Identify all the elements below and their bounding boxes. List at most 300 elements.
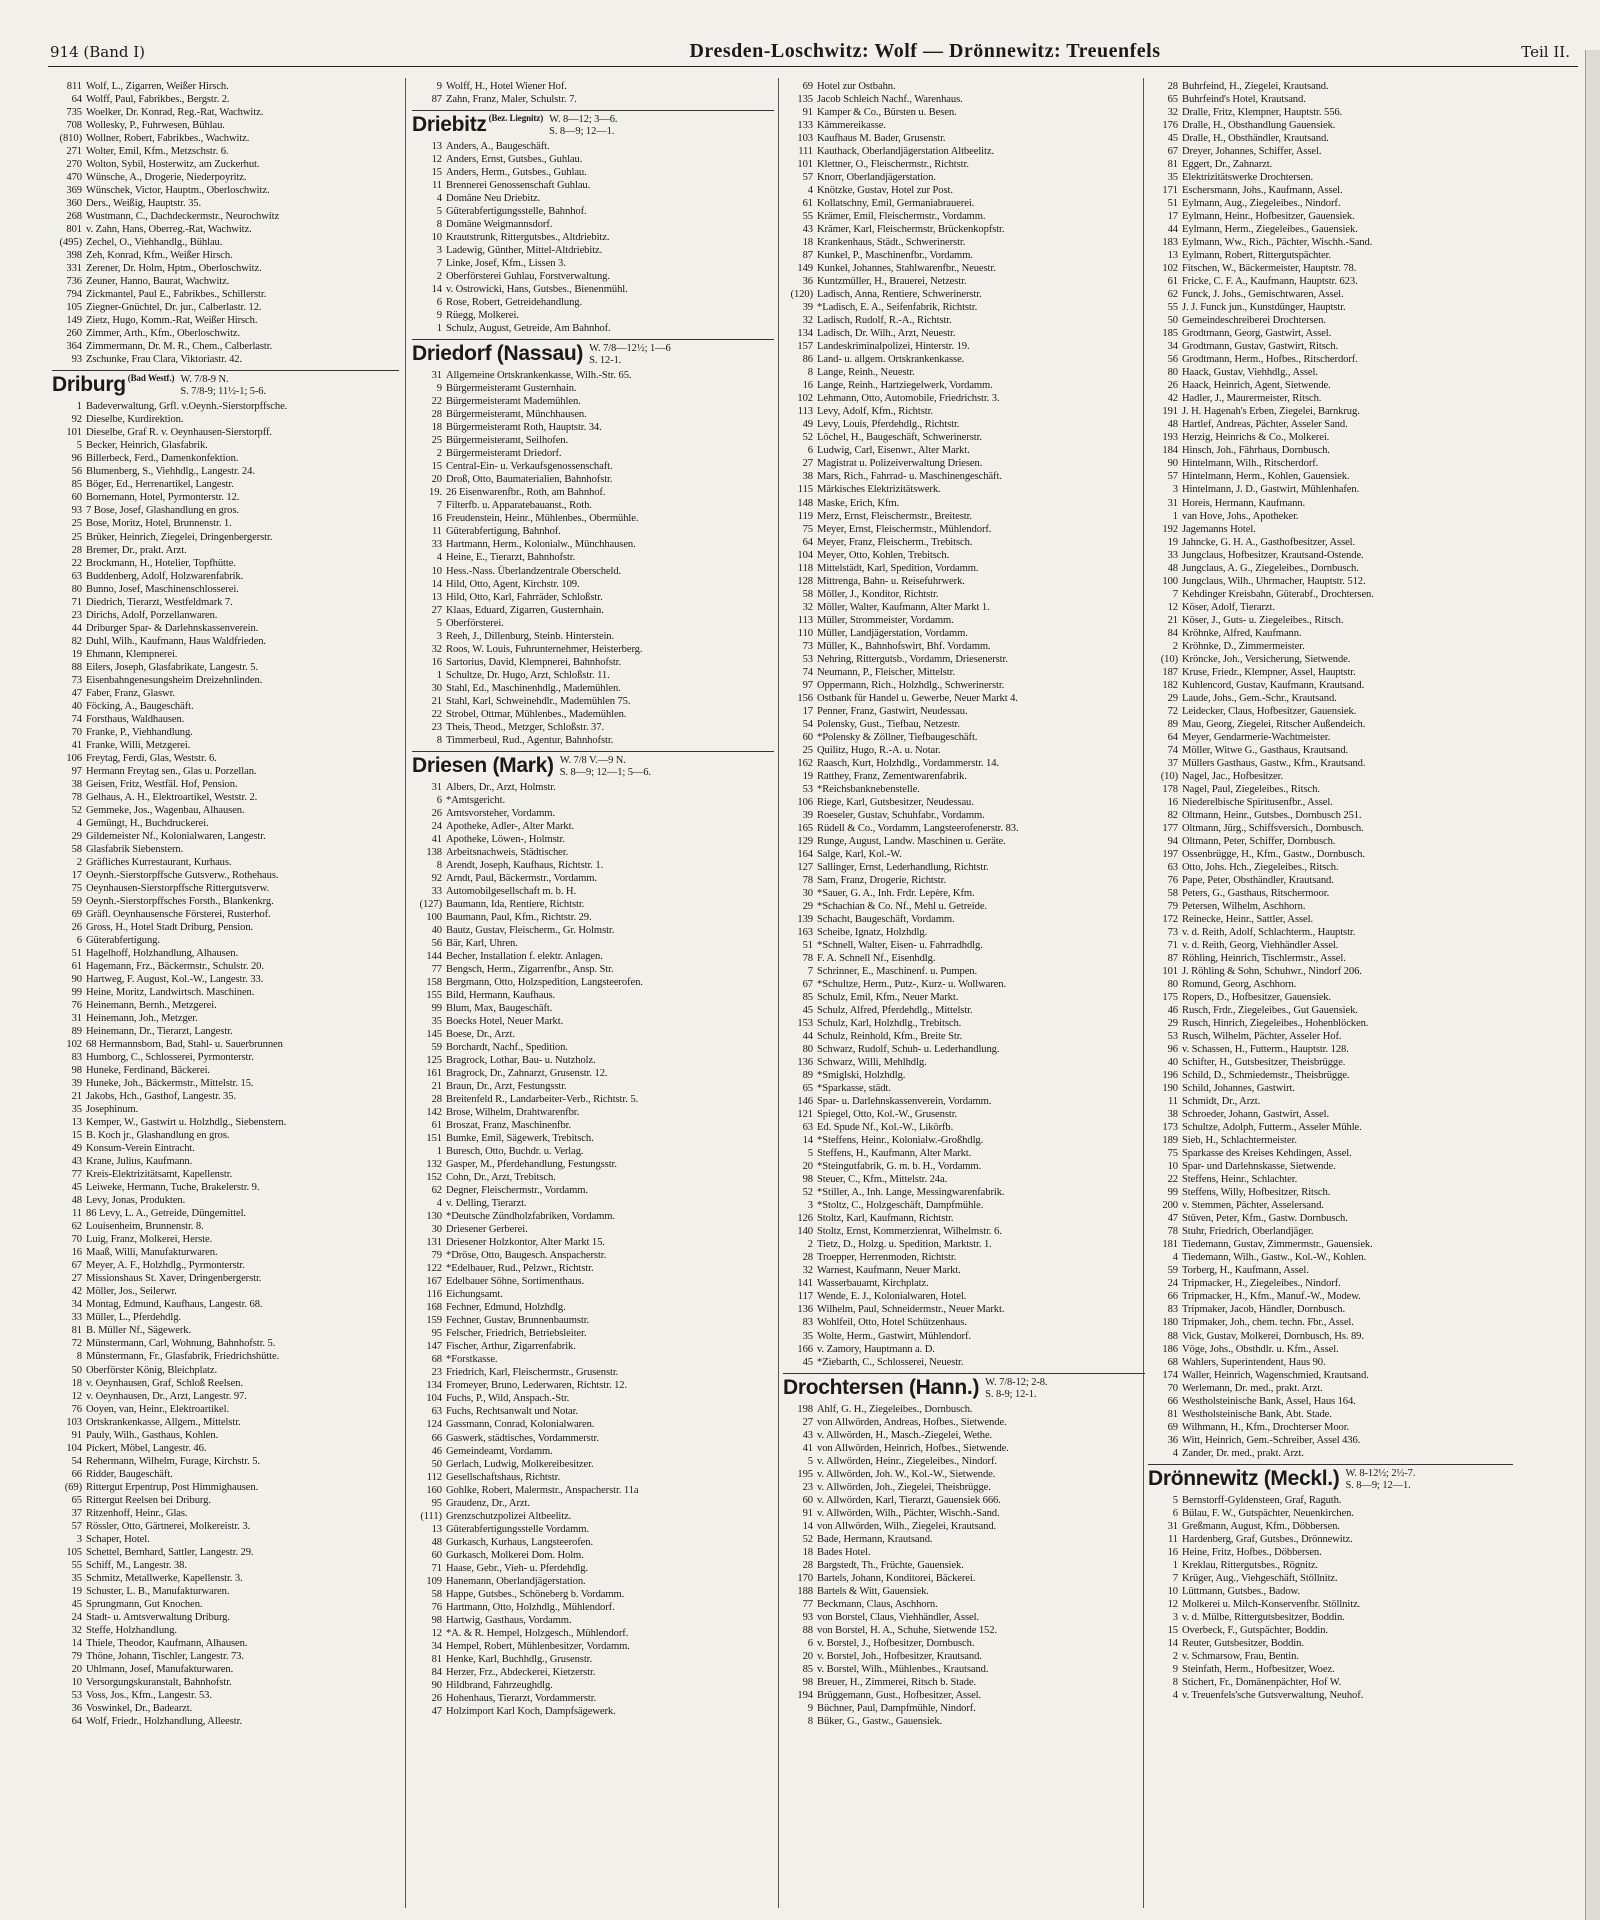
phone-number: 109 — [426, 1575, 442, 1587]
subscriber-text: Becher, Installation f. elektr. Anlagen. — [446, 950, 603, 962]
phone-number: 26 — [431, 807, 442, 819]
subscriber-text: Eisenbahngenesungsheim Dreizehnlinden. — [86, 674, 263, 686]
phone-number: 27 — [802, 1416, 813, 1428]
subscriber-text: Stahl, Karl, Schweinehdlr., Mademühlen 75. — [446, 695, 631, 707]
directory-entry — [1148, 991, 1513, 1004]
subscriber-text: Driesener Gerberei. — [446, 1224, 528, 1236]
phone-number: 10 — [1167, 1161, 1178, 1173]
subscriber-text: v. Schmarsow, Frau, Bentin. — [1182, 1650, 1299, 1662]
directory-entry — [783, 223, 1145, 236]
phone-number: 3 — [436, 245, 442, 257]
subscriber-text: *Stiller, A., Inh. Lange, Messingwarenfabrik. — [817, 1187, 1005, 1199]
subscriber-text: Stuhr, Friedrich, Oberlandjäger. — [1182, 1226, 1314, 1238]
subscriber-text: Zickmantel, Paul E., Fabrikbes., Schillerstr. — [86, 289, 267, 301]
phone-number: 7 — [436, 500, 442, 512]
directory-entry — [783, 457, 1145, 470]
subscriber-text: Hintelmann, Wilh., Ritscherdorf. — [1182, 458, 1319, 470]
subscriber-text: Bengsch, Herm., Zigarrenfbr., Ansp. Str. — [446, 963, 614, 975]
directory-entry — [52, 1233, 399, 1246]
directory-entry — [412, 721, 774, 734]
subscriber-text: Wolton, Sybil, Hosterwitz, am Zuckerhut. — [86, 159, 260, 171]
phone-number: 11 — [1167, 1533, 1178, 1545]
phone-number: 98 — [802, 1174, 813, 1186]
phone-number: 20 — [802, 1161, 813, 1173]
directory-entry — [412, 1353, 774, 1366]
service-hours: W. 7/8—12½; 1—6 S. 12-1. — [589, 343, 671, 367]
phone-number: 163 — [797, 927, 813, 939]
directory-entry — [783, 1715, 1145, 1728]
subscriber-text: Maske, Erich, Kfm. — [817, 497, 900, 509]
directory-entry — [52, 1468, 399, 1481]
phone-number: 101 — [797, 159, 813, 171]
phone-number: 52 — [802, 432, 813, 444]
subscriber-text: Bumke, Emil, Sägewerk, Trebitsch. — [446, 1133, 594, 1145]
directory-entry — [412, 976, 774, 989]
phone-number: 32 — [431, 643, 442, 655]
directory-entry — [52, 674, 399, 687]
subscriber-text: Gemmeke, Jos., Wagenbau, Alhausen. — [86, 804, 245, 816]
subscriber-text: Dralle, Fritz, Klempner, Hauptstr. 556. — [1182, 107, 1343, 119]
phone-number: 83 — [1167, 1304, 1178, 1316]
directory-entry — [412, 486, 774, 499]
subscriber-text: v. Schassen, H., Futterm., Hauptstr. 128. — [1182, 1044, 1349, 1056]
phone-number: 16 — [71, 1247, 82, 1259]
phone-number: 104 — [797, 549, 813, 561]
phone-number: 36 — [1167, 1434, 1178, 1446]
phone-number: 55 — [1167, 302, 1178, 314]
directory-entry — [1148, 327, 1513, 340]
subscriber-text: Gemeindeschreiberei Drochtersen. — [1182, 315, 1326, 327]
subscriber-text: Nagel, Paul, Ziegeleibes., Ritsch. — [1182, 783, 1320, 795]
subscriber-text: v. Zamory, Hauptmann a. D. — [817, 1343, 935, 1355]
subscriber-text: Oltmann, Heinr., Gutsbes., Dornbusch 251. — [1182, 809, 1362, 821]
phone-number: 12 — [1167, 601, 1178, 613]
directory-entry — [1148, 418, 1513, 431]
directory-entry — [783, 1290, 1145, 1303]
directory-entry — [783, 249, 1145, 262]
directory-entry — [412, 781, 774, 794]
directory-entry — [52, 80, 399, 93]
directory-entry — [412, 1158, 774, 1171]
phone-number: 98 — [802, 1676, 813, 1688]
directory-entry — [52, 1403, 399, 1416]
subscriber-text: Wolte, Herm., Gastwirt, Mühlendorf. — [817, 1330, 971, 1342]
subscriber-text: Leiweke, Hermann, Tuche, Brakelerstr. 9. — [86, 1182, 260, 1194]
subscriber-text: Edelbauer Söhne, Sortimenthaus. — [446, 1276, 585, 1288]
subscriber-text: Woelker, Dr. Konrad, Reg.-Rat, Wachwitz. — [86, 107, 264, 119]
subscriber-text: J. Röhling & Sohn, Schuhwr., Nindorf 206. — [1182, 966, 1362, 978]
directory-entry — [52, 439, 399, 452]
directory-entry — [52, 544, 399, 557]
phone-number: 180 — [1162, 1317, 1178, 1329]
directory-entry — [52, 353, 399, 366]
subscriber-text: Brennerei Genossenschaft Guhlau. — [446, 180, 591, 192]
directory-entry — [1148, 288, 1513, 301]
subscriber-text: Otto, Johs. Hch., Ziegeleibes., Ritsch. — [1182, 861, 1339, 873]
phone-number: 21 — [71, 1091, 82, 1103]
directory-entry — [52, 713, 399, 726]
phone-number: 28 — [1167, 81, 1178, 92]
subscriber-text: Romund, Georg, Aschhorn. — [1182, 979, 1297, 991]
directory-entry — [412, 1119, 774, 1132]
subscriber-text: Heine, E., Tierarzt, Bahnhofstr. — [446, 552, 576, 564]
subscriber-text: *A. & R. Hempel, Holzgesch., Mühlendorf. — [446, 1627, 629, 1639]
phone-number: 129 — [797, 835, 813, 847]
subscriber-text: Steffens, Heinr., Schlachter. — [1182, 1174, 1298, 1186]
phone-number: 90 — [1167, 458, 1178, 470]
subscriber-text: Voswinkel, Dr., Badearzt. — [86, 1702, 193, 1714]
phone-number: 60 — [71, 492, 82, 504]
directory-entry — [783, 1004, 1145, 1017]
subscriber-text: Güterabfertigungsstelle Vordamm. — [446, 1523, 589, 1535]
subscriber-text: Steinfath, Herm., Hofbesitzer, Woez. — [1182, 1663, 1335, 1675]
subscriber-text: Maaß, Willi, Manufakturwaren. — [86, 1247, 218, 1259]
directory-entry — [52, 1246, 399, 1259]
subscriber-text: Mars, Rich., Fahrrad- u. Maschinengeschäft. — [817, 471, 1002, 483]
directory-entry — [783, 991, 1145, 1004]
subscriber-text: Baumann, Ida, Rentiere, Richtstr. — [446, 898, 585, 910]
page-number: 914 (Band I) — [50, 43, 146, 61]
directory-entry — [1148, 392, 1513, 405]
directory-entry — [52, 856, 399, 869]
directory-entry — [52, 752, 399, 765]
directory-entry — [52, 1051, 399, 1064]
directory-entry — [412, 153, 774, 166]
phone-number: 191 — [1162, 406, 1178, 418]
directory-entry — [783, 1082, 1145, 1095]
directory-entry — [783, 692, 1145, 705]
subscriber-text: Blum, Max, Baugeschäft. — [446, 1002, 553, 1014]
subscriber-text: v. Stemmen, Pächter, Asselersand. — [1182, 1200, 1324, 1212]
phone-number: 65 — [802, 1083, 813, 1095]
directory-entry — [52, 947, 399, 960]
subscriber-text: Rusch, Wilhelm, Pächter, Asseler Hof. — [1182, 1031, 1342, 1043]
phone-number: 61 — [802, 198, 813, 210]
phone-number: 8 — [436, 734, 442, 746]
directory-entry — [783, 1455, 1145, 1468]
phone-number: 5 — [807, 1148, 813, 1160]
directory-entry — [52, 739, 399, 752]
phone-number: 12 — [1167, 1598, 1178, 1610]
phone-number: 92 — [431, 872, 442, 884]
directory-entry — [783, 809, 1145, 822]
subscriber-text: Bremer, Dr., prakt. Arzt. — [86, 544, 187, 556]
phone-number: 6 — [807, 1637, 813, 1649]
directory-entry — [52, 262, 399, 275]
phone-number: 118 — [797, 562, 813, 574]
directory-entry — [783, 197, 1145, 210]
subscriber-text: Diedrich, Tierarzt, Westfeldmark 7. — [86, 596, 233, 608]
phone-number: 170 — [797, 1572, 813, 1584]
directory-entry — [783, 1481, 1145, 1494]
phone-number: 14 — [802, 1520, 813, 1532]
subscriber-text: Mittrenga, Bahn- u. Reisefuhrwerk. — [817, 575, 965, 587]
subscriber-text: Gohlke, Robert, Malermstr., Anspacherstr. 11a — [446, 1484, 639, 1496]
phone-number: 159 — [426, 1315, 442, 1327]
part-label: Teil II. — [1521, 43, 1570, 61]
directory-entry — [1148, 822, 1513, 835]
subscriber-text: Kruse, Friedr., Klempner, Assel, Hauptstr. — [1182, 666, 1356, 678]
place-heading — [52, 370, 399, 398]
phone-number: 103 — [797, 133, 813, 145]
phone-number: 122 — [426, 1263, 442, 1275]
phone-number: 708 — [66, 120, 82, 132]
subscriber-text: Lehmann, Otto, Automobile, Friedrichstr. 3. — [817, 393, 1000, 405]
directory-entry — [1148, 1225, 1513, 1238]
subscriber-text: Schultze, Adolph, Futterm., Asseler Mühle. — [1182, 1122, 1362, 1134]
phone-number: 89 — [802, 1070, 813, 1082]
phone-number: 98 — [431, 1614, 442, 1626]
directory-entry — [52, 1689, 399, 1702]
subscriber-text: Klettner, O., Fleischermstr., Richtstr. — [817, 159, 969, 171]
subscriber-text: Peters, G., Gasthaus, Ritschermoor. — [1182, 887, 1330, 899]
phone-number: 27 — [431, 604, 442, 616]
directory-entry — [52, 1598, 399, 1611]
phone-number: 47 — [1167, 1213, 1178, 1225]
phone-number: 51 — [1167, 198, 1178, 210]
phone-number: 81 — [1167, 1408, 1178, 1420]
directory-entry — [52, 1377, 399, 1390]
subscriber-text: von Allwörden, Andreas, Hofbes., Sietwende. — [817, 1416, 1007, 1428]
phone-number: 91 — [71, 1429, 82, 1441]
subscriber-text: Rittergut Reelsen bei Driburg. — [86, 1494, 211, 1506]
phone-number: 4 — [1172, 1252, 1178, 1264]
subscriber-text: Domäne Weigmannsdorf. — [446, 219, 553, 231]
subscriber-text: 68 Hermannsborn, Bad, Stahl- u. Sauerbrunnen — [86, 1039, 283, 1051]
subscriber-text: Bürgermeisteramt Roth, Hauptstr. 34. — [446, 422, 602, 434]
phone-number: 20 — [71, 1663, 82, 1675]
subscriber-text: Pickert, Möbel, Langestr. 46. — [86, 1442, 207, 1454]
phone-number: 139 — [797, 914, 813, 925]
subscriber-text: Elektrizitätswerke Drochtersen. — [1182, 172, 1314, 184]
directory-entry — [783, 1238, 1145, 1251]
subscriber-text: Duhl, Wilh., Kaufmann, Haus Waldfrieden. — [86, 635, 266, 647]
subscriber-text: Franke, P., Viehhandlung. — [86, 726, 193, 738]
directory-entry — [52, 999, 399, 1012]
subscriber-text: Stahl, Ed., Maschinenhdlg., Mademühlen. — [446, 682, 621, 694]
subscriber-text: Blumenberg, S., Viehhdlg., Langestr. 24. — [86, 466, 255, 478]
subscriber-text: Krankenhaus, Städt., Schwerinerstr. — [817, 237, 966, 249]
phone-number: 10 — [1167, 1585, 1178, 1597]
directory-entry — [412, 963, 774, 976]
directory-entry — [1148, 1598, 1513, 1611]
directory-entry — [783, 744, 1145, 757]
phone-number: 84 — [1167, 627, 1178, 639]
directory-entry — [1148, 470, 1513, 483]
subscriber-text: Wünschek, Victor, Hauptm., Oberloschwitz. — [86, 185, 270, 197]
directory-entry — [783, 210, 1145, 223]
phone-number: 7 — [1172, 588, 1178, 600]
directory-entry — [412, 859, 774, 872]
subscriber-text: Anders, Ernst, Gutsbes., Guhlau. — [446, 154, 583, 166]
subscriber-text: v. Borstel, Wilh., Mühlenbes., Krautsand. — [817, 1663, 989, 1675]
directory-entry — [1148, 705, 1513, 718]
directory-entry — [52, 1715, 399, 1728]
directory-entry — [52, 986, 399, 999]
phone-number: 35 — [71, 1104, 82, 1116]
subscriber-text: Buhrfeind, H., Ziegelei, Krautsand. — [1182, 81, 1329, 92]
directory-entry — [783, 1343, 1145, 1356]
place-name: Drönnewitz (Meckl.) — [1148, 1466, 1340, 1490]
subscriber-text: v. Allwörden, Karl, Tierarzt, Gauensiek 666. — [817, 1494, 1001, 1506]
directory-entry — [412, 1002, 774, 1015]
subscriber-text: Schaper, Hotel. — [86, 1533, 150, 1545]
directory-entry — [783, 1637, 1145, 1650]
phone-number: 77 — [431, 963, 442, 975]
subscriber-text: Stadt- u. Amtsverwaltung Driburg. — [86, 1611, 230, 1623]
subscriber-text: Hagelhoff, Holzhandlung, Alhausen. — [86, 948, 239, 959]
phone-number: 2 — [436, 448, 442, 460]
subscriber-text: Central-Ein- u. Verkaufsgenossenschaft. — [446, 461, 613, 473]
phone-number: 24 — [71, 1611, 82, 1623]
subscriber-text: v. Allwörden, Joh. W., Kol.-W., Sietwende. — [817, 1468, 996, 1480]
directory-entry — [1148, 119, 1513, 132]
phone-number: 33 — [71, 1312, 82, 1324]
directory-entry — [412, 1627, 774, 1640]
phone-number: 124 — [426, 1419, 442, 1431]
phone-number: 132 — [426, 1159, 442, 1171]
phone-number: 19 — [802, 770, 813, 782]
subscriber-text: Josephinum. — [86, 1104, 139, 1116]
subscriber-text: Quilitz, Hugo, R.-A. u. Notar. — [817, 744, 941, 756]
phone-number: 79 — [431, 1250, 442, 1262]
directory-entry — [1148, 965, 1513, 978]
subscriber-text: Buhrfeind's Hotel, Krautsand. — [1182, 94, 1306, 106]
directory-entry — [412, 283, 774, 296]
directory-entry — [52, 1572, 399, 1585]
directory-entry — [52, 908, 399, 921]
subscriber-text: Torberg, H., Kaufmann, Assel. — [1182, 1265, 1309, 1277]
directory-entry — [52, 275, 399, 288]
subscriber-text: Dralle, H., Obsthändler, Krautsand. — [1182, 133, 1329, 145]
phone-number: 17 — [71, 869, 82, 881]
directory-entry — [412, 1601, 774, 1614]
phone-number: 10 — [71, 1676, 82, 1688]
directory-entry — [412, 1366, 774, 1379]
phone-number: 100 — [426, 911, 442, 923]
directory-entry — [783, 770, 1145, 783]
subscriber-text: Löchel, H., Baugeschäft, Schwerinerstr. — [817, 432, 982, 444]
place-name: Driedorf (Nassau) — [412, 342, 584, 366]
phone-number: 26 — [71, 921, 82, 933]
subscriber-text: Schroeder, Johann, Gastwirt, Assel. — [1182, 1109, 1330, 1121]
subscriber-text: v. Oeynhausen, Graf, Schloß Reelsen. — [86, 1377, 243, 1389]
directory-entry — [412, 257, 774, 270]
subscriber-text: Badeverwaltung, Grfl. v.Oeynh.-Sierstorpffsche. — [86, 401, 288, 413]
phone-number: 43 — [802, 1429, 813, 1441]
subscriber-text: Apotheke, Adler-, Alter Markt. — [446, 820, 574, 832]
subscriber-text: Droß, Otto, Baumaterialien, Bahnhofstr. — [446, 474, 613, 486]
phone-number: 23 — [431, 1367, 442, 1379]
directory-entry — [52, 726, 399, 739]
subscriber-text: Gaswerk, städtisches, Vordammerstr. — [446, 1432, 599, 1444]
phone-number: 39 — [71, 1078, 82, 1090]
subscriber-text: Ropers, D., Hofbesitzer, Gauensiek. — [1182, 992, 1332, 1004]
directory-entry — [1148, 431, 1513, 444]
directory-entry — [412, 820, 774, 833]
subscriber-text: Kaufhaus M. Bader, Grusenstr. — [817, 133, 946, 145]
subscriber-text: Müller, K., Bahnhofswirt, Bhf. Vordamm. — [817, 640, 991, 652]
directory-entry — [412, 950, 774, 963]
subscriber-text: Felscher, Friedrich, Betriebsleiter. — [446, 1328, 587, 1340]
subscriber-text: Bild, Hermann, Kaufhaus. — [446, 989, 556, 1001]
directory-entry — [52, 288, 399, 301]
phone-number: 156 — [797, 692, 813, 704]
directory-entry — [1148, 1434, 1513, 1447]
phone-number: 79 — [71, 1650, 82, 1662]
subscriber-text: Wustmann, C., Dachdeckermstr., Neurochwitz — [86, 211, 280, 223]
subscriber-text: Wohlfeil, Otto, Hotel Schützenhaus. — [817, 1317, 967, 1329]
directory-entry — [412, 898, 774, 911]
directory-entry — [1148, 145, 1513, 158]
directory-entry — [1148, 770, 1513, 783]
directory-entry — [783, 1468, 1145, 1481]
directory-entry — [783, 588, 1145, 601]
directory-entry — [783, 835, 1145, 848]
phone-number: 97 — [71, 765, 82, 777]
phone-number: 45 — [802, 1356, 813, 1368]
phone-number: 28 — [802, 1252, 813, 1264]
directory-entry — [1148, 692, 1513, 705]
phone-number: 53 — [802, 653, 813, 665]
phone-number: 77 — [802, 1598, 813, 1610]
phone-number: 63 — [802, 1122, 813, 1134]
directory-entry — [1148, 718, 1513, 731]
directory-entry — [52, 1259, 399, 1272]
directory-entry — [783, 1507, 1145, 1520]
phone-number: 105 — [66, 302, 82, 314]
directory-entry — [412, 872, 774, 885]
subscriber-text: Meyer, Ernst, Fleischermstr., Mühlendorf. — [817, 523, 992, 535]
phone-number: 126 — [797, 1213, 813, 1225]
directory-entry — [1148, 1186, 1513, 1199]
directory-entry — [412, 1549, 774, 1562]
directory-entry — [52, 765, 399, 778]
directory-entry — [1148, 1251, 1513, 1264]
phone-number: 16 — [431, 513, 442, 525]
phone-number: 44 — [1167, 224, 1178, 236]
phone-number: 13 — [431, 141, 442, 153]
directory-entry — [412, 1510, 774, 1523]
subscriber-text: Hartlef, Andreas, Pächter, Asseler Sand. — [1182, 419, 1348, 431]
directory-entry — [1148, 1494, 1513, 1507]
subscriber-text: Krämer, Emil, Fleischermstr., Vordamm. — [817, 211, 986, 223]
directory-entry — [783, 536, 1145, 549]
phone-number: 27 — [802, 458, 813, 470]
subscriber-text: *Sauer, G. A., Inh. Frdr. Lepère, Kfm. — [817, 887, 975, 899]
phone-number: 79 — [1167, 900, 1178, 912]
directory-entry — [412, 140, 774, 153]
directory-entry — [412, 382, 774, 395]
directory-entry — [52, 400, 399, 413]
phone-number: 398 — [66, 250, 82, 262]
phone-number: 26 — [1167, 380, 1178, 392]
directory-entry — [52, 517, 399, 530]
subscriber-text: Ladisch, Anna, Rentiere, Schwerinerstr. — [817, 289, 982, 301]
phone-number: 33 — [1167, 549, 1178, 561]
phone-number: 4 — [436, 1198, 442, 1210]
subscriber-text: Ders., Weißig, Hauptstr. 35. — [86, 198, 202, 210]
directory-entry — [412, 525, 774, 538]
phone-number: 64 — [71, 1715, 82, 1727]
directory-entry — [1148, 379, 1513, 392]
directory-entry — [52, 1272, 399, 1285]
directory-entry — [52, 1298, 399, 1311]
subscriber-text: *Amtsgericht. — [446, 794, 506, 806]
subscriber-text: Grodtmann, Georg, Gastwirt, Assel. — [1182, 328, 1332, 340]
directory-entry — [783, 1330, 1145, 1343]
directory-entry — [412, 322, 774, 335]
